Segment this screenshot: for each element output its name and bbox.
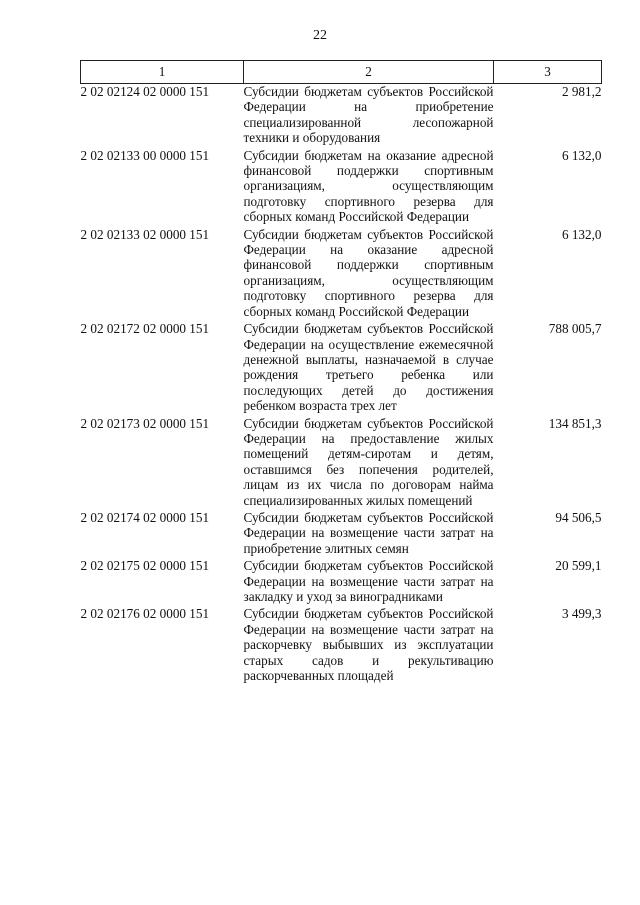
table-row <box>81 321 602 415</box>
budget-code: 2 02 02176 02 0000 151 <box>80 606 210 622</box>
budget-description: Субсидии бюджетам субъектов Российской Федерации на оказание адресной финансовой поддержки спортивным организациям, осуществляющим подготовку спортивного резерва для сборных команд Российской Федерации <box>243 226 494 319</box>
budget-amount: 6 132,0 <box>561 226 602 242</box>
budget-description: Субсидии бюджетам субъектов Российской Федерации на возмещение части затрат на раскорчевку выбывших из эксплуатации старых садов и рекультивацию раскорчеванных площадей <box>243 606 494 684</box>
table-header-row <box>81 61 602 84</box>
table-row <box>81 227 602 321</box>
budget-amount: 2 981,2 <box>561 84 602 99</box>
budget-description: Субсидии бюджетам субъектов Российской Федерации на предоставление жилых помещений детям-сиротам и детям, оставшимся без попечения родителей, лицам из их числа по договорам найма специализированных жилых помещений <box>243 415 494 508</box>
budget-amount: 94 506,5 <box>555 509 602 525</box>
column-header-1: 1 <box>81 61 244 84</box>
budget-code: 2 02 02124 02 0000 151 <box>80 84 210 99</box>
budget-code: 2 02 02175 02 0000 151 <box>80 558 210 574</box>
budget-amount: 3 499,3 <box>561 606 602 622</box>
budget-description: Субсидии бюджетам субъектов Российской Федерации на приобретение специализированной лесопожарной техники и оборудования <box>243 84 494 146</box>
column-header-2: 2 <box>244 61 494 84</box>
table-row <box>81 558 602 606</box>
column-header-3: 3 <box>494 61 602 84</box>
budget-description: Субсидии бюджетам субъектов Российской Федерации на возмещение части затрат на приобретение элитных семян <box>243 509 494 556</box>
budget-code: 2 02 02133 02 0000 151 <box>80 226 210 242</box>
budget-description: Субсидии бюджетам субъектов Российской Федерации на осуществление ежемесячной денежной выплаты, назначаемой в случае рождения третьего ребенка или последующих детей до достижения ребенком возраста трех лет <box>243 321 494 414</box>
table-row <box>81 416 602 510</box>
budget-code: 2 02 02172 02 0000 151 <box>80 321 210 337</box>
budget-description: Субсидии бюджетам субъектов Российской Федерации на возмещение части затрат на закладку и уход за виноградниками <box>243 558 494 604</box>
budget-code: 2 02 02133 00 0000 151 <box>80 147 210 163</box>
budget-code: 2 02 02173 02 0000 151 <box>80 415 210 431</box>
table-row <box>81 606 602 685</box>
budget-amount: 134 851,3 <box>548 415 602 431</box>
table-row <box>81 148 602 227</box>
table-row <box>81 84 602 148</box>
table-row <box>81 510 602 558</box>
budget-description: Субсидии бюджетам на оказание адресной финансовой поддержки спортивным организациям, осуществляющим подготовку спортивного резерва для сборных команд Российской Федерации <box>243 147 494 225</box>
budget-code: 2 02 02174 02 0000 151 <box>80 509 210 525</box>
budget-amount: 6 132,0 <box>561 147 602 163</box>
budget-amount: 788 005,7 <box>548 321 602 337</box>
budget-amount: 20 599,1 <box>555 558 602 574</box>
budget-table <box>80 60 602 685</box>
page-number: 22 <box>313 28 327 43</box>
